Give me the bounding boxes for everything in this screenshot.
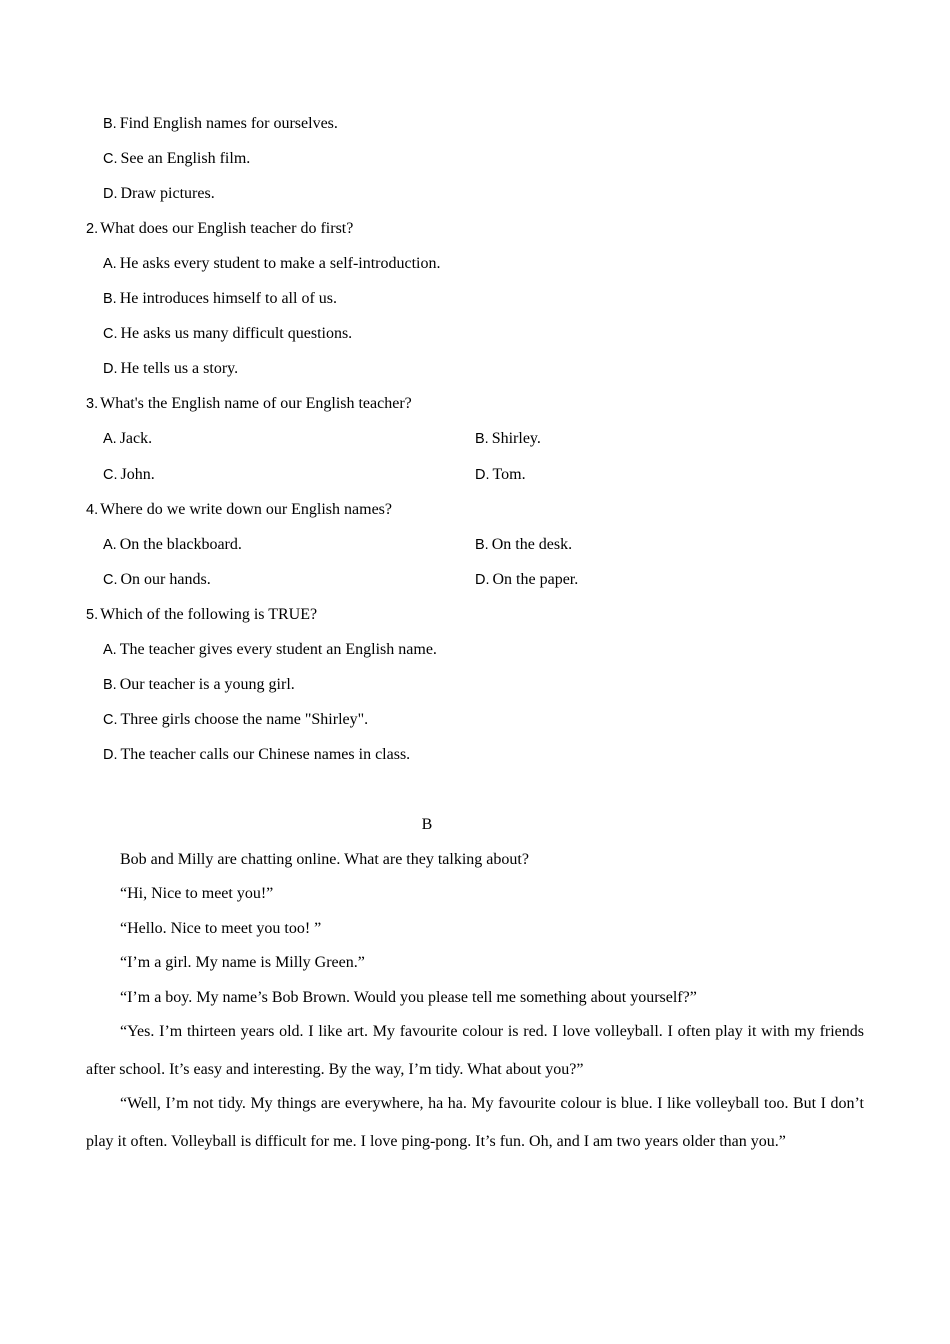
option-label: B. — [103, 677, 117, 693]
option-text: He introduces himself to all of us. — [119, 290, 337, 307]
option-text: On the desk. — [491, 536, 573, 553]
dialogue-paragraph: “Well, I’m not tidy. My things are everywhere, ha ha. My favourite colour is blue. I like volleyball too. But I don’t play it often. Volleyball is difficult for me. I love ping-pong. It’s fun. Oh, and I am two years older than you.” — [86, 1095, 864, 1150]
option-text: On the blackboard. — [119, 536, 242, 553]
option-label: D. — [475, 467, 490, 483]
question-number: 5. — [86, 607, 99, 623]
q5-option-c — [103, 710, 368, 730]
q3-question — [86, 394, 412, 414]
option-label: A. — [103, 642, 117, 658]
option-label: B. — [475, 537, 489, 553]
option-label: D. — [103, 747, 118, 763]
option-text: Three girls choose the name "Shirley". — [120, 711, 369, 728]
option-label: C. — [103, 326, 118, 342]
q2-option-b — [103, 289, 337, 309]
dialogue-line: “Hello. Nice to meet you too! ” — [120, 920, 322, 937]
question-text: What does our English teacher do first? — [100, 220, 354, 237]
option-text: Tom. — [492, 466, 526, 483]
q5-option-d — [103, 745, 410, 765]
q2-option-a — [103, 254, 441, 274]
option-label: A. — [103, 537, 117, 553]
option-label: B. — [475, 431, 489, 447]
q4-option-d — [475, 570, 578, 590]
option-text: The teacher calls our Chinese names in class. — [120, 746, 411, 763]
q3-option-d — [475, 465, 526, 485]
q4-option-b — [475, 535, 572, 555]
option-label: C. — [103, 712, 118, 728]
section-b-title: B — [421, 816, 433, 833]
option-text: He asks every student to make a self-introduction. — [119, 255, 441, 272]
option-label: A. — [103, 431, 117, 447]
q3-option-a — [103, 429, 152, 449]
option-label: C. — [103, 467, 118, 483]
q2-option-d — [103, 359, 238, 379]
dialogue-line: “Hi, Nice to meet you!” — [120, 885, 274, 902]
q2-option-c — [103, 324, 352, 344]
q5-option-a — [103, 640, 437, 660]
question-text: Which of the following is TRUE? — [100, 606, 318, 623]
q4-option-c — [103, 570, 211, 590]
option-text: Our teacher is a young girl. — [119, 676, 295, 693]
q5-question — [86, 605, 317, 625]
question-text: Where do we write down our English names? — [100, 501, 393, 518]
option-text: The teacher gives every student an English name. — [119, 641, 437, 658]
q2-question — [86, 219, 353, 239]
q3-option-c — [103, 465, 155, 485]
question-number: 4. — [86, 502, 99, 518]
option-text: Jack. — [119, 430, 153, 447]
q3-option-b — [475, 429, 541, 449]
option-text: He asks us many difficult questions. — [120, 325, 353, 342]
q4-option-a — [103, 535, 242, 555]
option-label: D. — [475, 572, 490, 588]
option-text: John. — [120, 466, 155, 483]
option-label: B. — [103, 116, 117, 132]
option-label: A. — [103, 256, 117, 272]
option-label: B. — [103, 291, 117, 307]
dialogue-line: “I’m a boy. My name’s Bob Brown. Would you please tell me something about yourself?” — [120, 989, 697, 1006]
option-label: C. — [103, 151, 118, 167]
option-text: Find English names for ourselves. — [119, 115, 338, 132]
option-text: Shirley. — [491, 430, 541, 447]
question-number: 3. — [86, 396, 99, 412]
question-number: 2. — [86, 221, 99, 237]
q5-option-b — [103, 675, 295, 695]
option-label: D. — [103, 186, 118, 202]
q1-option-c — [103, 149, 250, 169]
q1-option-b — [103, 114, 338, 134]
q4-question — [86, 500, 392, 520]
option-text: On our hands. — [120, 571, 211, 588]
dialogue-paragraph: “Yes. I’m thirteen years old. I like art. My favourite colour is red. I love volleyball. I often play it with my friends after school. It’s easy and interesting. By the way, I’m tidy. What about you?” — [86, 1023, 864, 1078]
option-text: On the paper. — [492, 571, 579, 588]
passage-intro: Bob and Milly are chatting online. What are they talking about? — [120, 851, 529, 868]
option-text: He tells us a story. — [120, 360, 239, 377]
option-label: C. — [103, 572, 118, 588]
q1-option-d — [103, 184, 215, 204]
dialogue-line: “I’m a girl. My name is Milly Green.” — [120, 954, 365, 971]
option-text: See an English film. — [120, 150, 251, 167]
option-text: Draw pictures. — [120, 185, 215, 202]
question-text: What's the English name of our English teacher? — [100, 395, 412, 412]
option-label: D. — [103, 361, 118, 377]
